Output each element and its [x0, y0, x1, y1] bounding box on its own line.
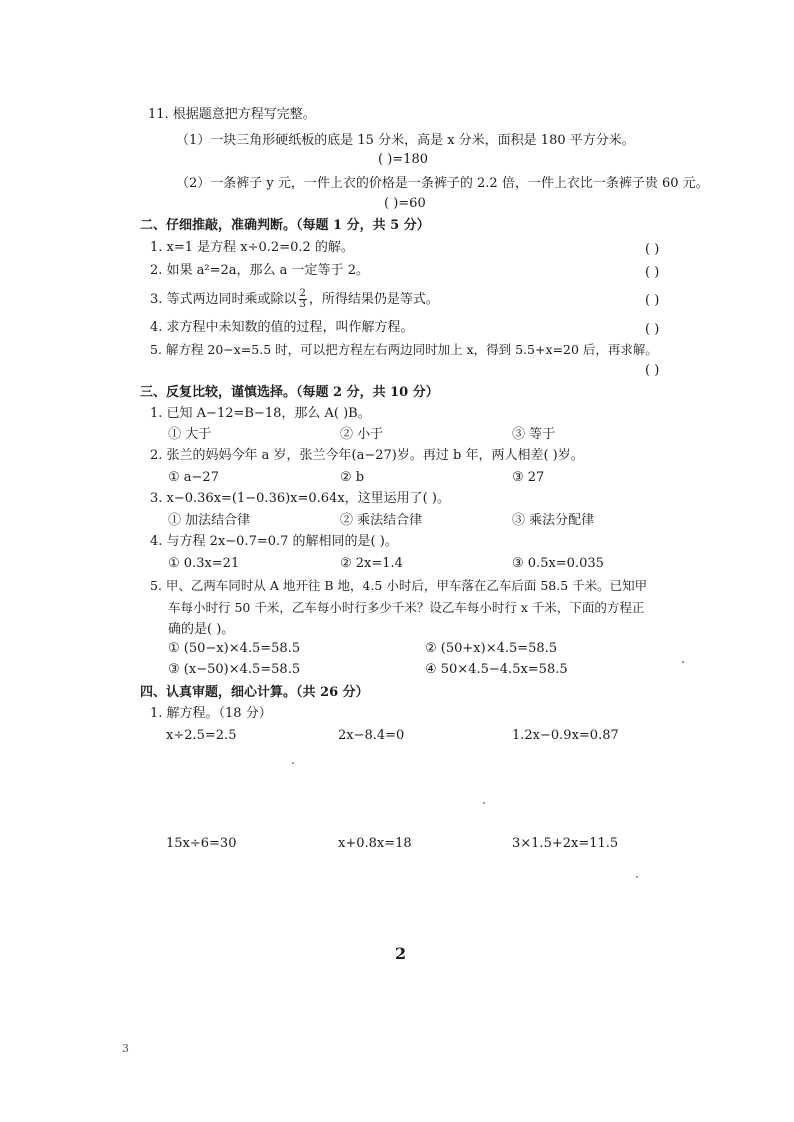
- scan-speck: [483, 802, 485, 804]
- fraction-two-thirds: $\frac{2}{3}$: [299, 288, 306, 310]
- equation-5: x+0.8x=18: [338, 836, 412, 851]
- sec3-q5-option-3[interactable]: ③ (x−50)×4.5=58.5: [168, 662, 301, 677]
- sec3-q2-option-3[interactable]: ③ 27: [512, 470, 545, 485]
- sec3-q2-option-2[interactable]: ② b: [340, 470, 365, 485]
- sec3-q5-stem-line3: 确的是( )。: [168, 622, 235, 637]
- page-number: 2: [395, 944, 407, 963]
- sec3-q4-option-2[interactable]: ② 2x=1.4: [340, 556, 403, 571]
- sec3-q1-option-1[interactable]: ① 大于: [168, 427, 212, 442]
- sec3-heading: 三、反复比较，谨慎选择。（每题 2 分，共 10 分）: [140, 385, 439, 400]
- sec3-q1-stem: 1. 已知 A−12=B−18，那么 A( )B。: [150, 406, 371, 421]
- sec3-q1-option-3[interactable]: ③ 等于: [512, 427, 556, 442]
- sec3-q4-stem: 4. 与方程 2x−0.7=0.7 的解相同的是( )。: [150, 534, 398, 549]
- sec2-item-1: 1. x=1 是方程 x÷0.2=0.2 的解。: [150, 240, 354, 255]
- sec2-answer-3[interactable]: ( ): [645, 293, 660, 308]
- sec3-q4-option-3[interactable]: ③ 0.5x=0.035: [512, 556, 604, 571]
- sec3-q3-option-1[interactable]: ① 加法结合律: [168, 513, 251, 528]
- sec2-answer-5[interactable]: ( ): [645, 363, 660, 378]
- q11-part1-blank[interactable]: ( )=180: [378, 152, 428, 167]
- sec3-q3-option-2[interactable]: ② 乘法结合律: [340, 513, 423, 528]
- q11-title: 11. 根据题意把方程写完整。: [148, 107, 316, 122]
- sec3-q3-option-3[interactable]: ③ 乘法分配律: [512, 513, 595, 528]
- sec2-item-3: [150, 289, 439, 310]
- sec3-q2-stem: 2. 张兰的妈妈今年 a 岁，张兰今年(a−27)岁。再过 b 年，两人相差( )岁。: [150, 448, 584, 463]
- corner-mark: 3: [122, 1042, 129, 1055]
- sec2-answer-1[interactable]: ( ): [645, 242, 660, 257]
- equation-4: 15x÷6=30: [166, 836, 237, 851]
- sec2-item-3-text: 3. 等式两边同时乘或除以: [150, 292, 297, 307]
- sec2-answer-4[interactable]: ( ): [645, 322, 660, 337]
- sec3-q5-stem-line2: 车每小时行 50 千米，乙车每小时行多少千米？设乙车每小时行 x 千米，下面的方程正: [168, 600, 645, 615]
- equation-6: 3×1.5+2x=11.5: [512, 836, 619, 851]
- sec2-answer-2[interactable]: ( ): [645, 265, 660, 280]
- q11-part2: （2）一条裤子 y 元，一件上衣的价格是一条裤子的 2.2 倍，一件上衣比一条裤子贵 60 元。: [176, 176, 709, 191]
- sec2-item-5: 5. 解方程 20−x=5.5 时，可以把方程左右两边同时加上 x，得到 5.5+x=20 后，再求解。: [150, 342, 658, 357]
- sec2-heading: 二、仔细推敲，准确判断。（每题 1 分，共 5 分）: [140, 218, 430, 233]
- sec3-q2-option-1[interactable]: ① a−27: [168, 470, 219, 485]
- sec3-q5-option-2[interactable]: ② (50+x)×4.5=58.5: [425, 641, 558, 656]
- q11-part2-blank[interactable]: ( )=60: [384, 196, 426, 211]
- sec4-heading: 四、认真审题，细心计算。（共 26 分）: [140, 685, 369, 700]
- scan-speck: [292, 762, 294, 764]
- scan-speck: [636, 876, 638, 878]
- q11-part1: （1）一块三角形硬纸板的底是 15 分米，高是 x 分米，面积是 180 平方分米。: [176, 133, 635, 148]
- equation-1: x÷2.5=2.5: [166, 728, 237, 743]
- sec3-q5-option-1[interactable]: ① (50−x)×4.5=58.5: [168, 641, 301, 656]
- sec4-sub1: 1. 解方程。（18 分）: [150, 706, 272, 721]
- equation-3: 1.2x−0.9x=0.87: [512, 728, 619, 743]
- sec2-item-2: 2. 如果 a²=2a，那么 a 一定等于 2。: [150, 263, 369, 278]
- sec3-q3-stem: 3. x−0.36x=(1−0.36)x=0.64x，这里运用了( )。: [150, 491, 450, 506]
- sec3-q5-stem-line1: 5. 甲、乙两车同时从 A 地开往 B 地，4.5 小时后，甲车落在乙车后面 58.5 千米。已知甲: [150, 578, 648, 593]
- sec3-q4-option-1[interactable]: ① 0.3x=21: [168, 556, 240, 571]
- sec2-item-4: 4. 求方程中未知数的值的过程，叫作解方程。: [150, 320, 414, 335]
- sec2-item-3-tail: ，所得结果仍是等式。: [308, 292, 439, 307]
- equation-2: 2x−8.4=0: [338, 728, 405, 743]
- sec3-q1-option-2[interactable]: ② 小于: [340, 427, 384, 442]
- sec3-q5-option-4[interactable]: ④ 50×4.5−4.5x=58.5: [425, 662, 568, 677]
- scan-speck: [682, 661, 684, 663]
